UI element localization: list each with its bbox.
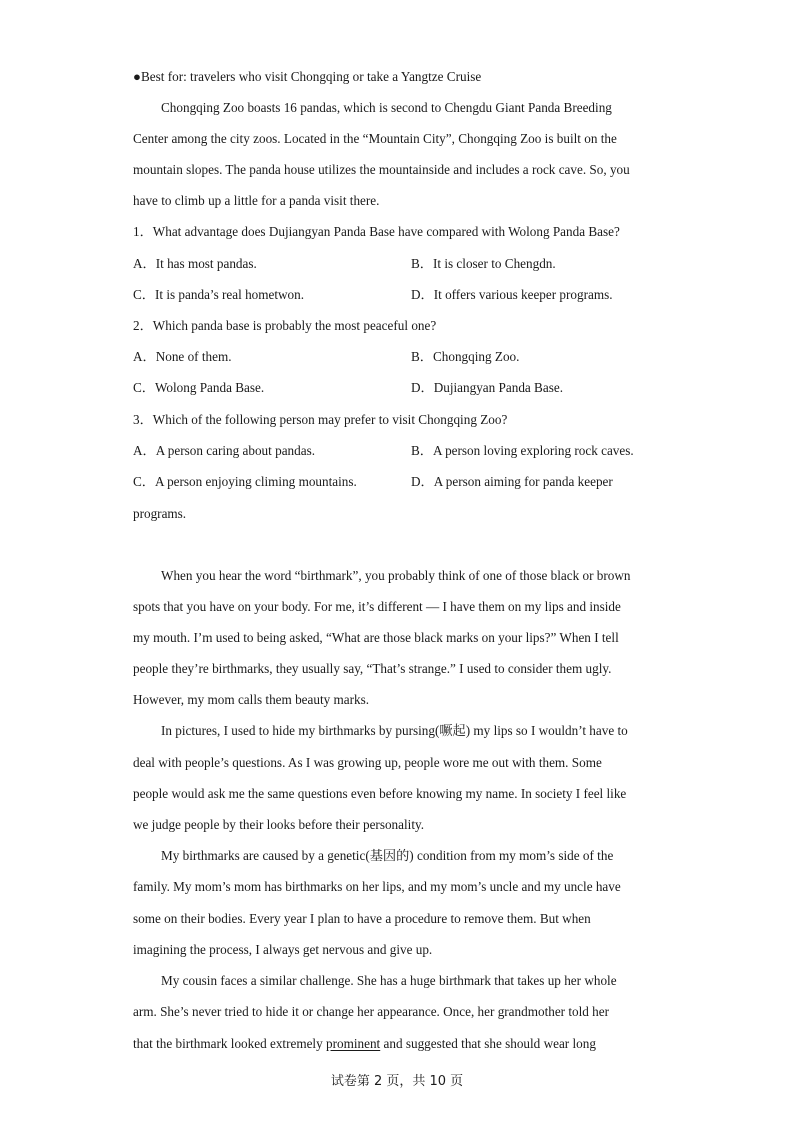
zoo-text-line: Center among the city zoos. Located in the “Mountain City”, Chongqing Zoo is built on the	[133, 131, 617, 146]
passage-line: people would ask me the same questions even before knowing my name. In society I feel like	[133, 786, 627, 801]
question-3-option-a: A．A person caring about pandas.	[133, 443, 316, 458]
question-1-stem: 1．What advantage does Dujiangyan Panda Base have compared with Wolong Panda Base?	[133, 224, 620, 239]
passage-line: my mouth. I’m used to being asked, “What are those black marks on your lips?” When I tell	[133, 630, 619, 645]
question-3-option-d: D．A person aiming for panda keeper	[411, 474, 613, 489]
question-1-option-c: C．It is panda’s real hometwon.	[133, 287, 305, 302]
passage-line: My birthmarks are caused by a genetic(基因的) condition from my mom’s side of the	[161, 848, 614, 863]
question-1-option-a: A．It has most pandas.	[133, 256, 257, 271]
passage-line: arm. She’s never tried to hide it or change her appearance. Once, her grandmother told her	[133, 1004, 610, 1019]
question-2-stem: 2．Which panda base is probably the most peaceful one?	[133, 318, 437, 333]
best-for-line: ●Best for: travelers who visit Chongqing or take a Yangtze Cruise	[133, 69, 482, 84]
question-1-option-b: B．It is closer to Chengdn.	[411, 256, 556, 271]
question-2-option-b: B．Chongqing Zoo.	[411, 349, 520, 364]
question-3-option-c: C．A person enjoying climing mountains.	[133, 474, 357, 489]
question-3-option-d-continued: programs.	[133, 506, 187, 521]
zoo-text-line: Chongqing Zoo boasts 16 pandas, which is second to Chengdu Giant Panda Breeding	[161, 100, 612, 115]
passage-line: imagining the process, I always get nervous and give up.	[133, 942, 433, 957]
question-3-stem: 3．Which of the following person may prefer to visit Chongqing Zoo?	[133, 412, 508, 427]
passage-line: family. My mom’s mom has birthmarks on her lips, and my mom’s uncle and my uncle have	[133, 879, 621, 894]
passage-line: spots that you have on your body. For me, it’s different — I have them on my lips and inside	[133, 599, 621, 614]
page-footer: 试卷第 2 页，共 10 页	[330, 1074, 464, 1089]
question-1-option-d: D．It offers various keeper programs.	[411, 287, 613, 302]
passage-line-with-underlined-word	[133, 1035, 663, 1052]
underlined-word-prominent: prominent	[326, 1036, 381, 1051]
passage-line: When you hear the word “birthmark”, you probably think of one of those black or brown	[161, 568, 631, 583]
question-2-option-d: D．Dujiangyan Panda Base.	[411, 380, 563, 395]
passage-line: However, my mom calls them beauty marks.	[133, 692, 370, 707]
passage-line: we judge people by their looks before their personality.	[133, 817, 425, 832]
question-3-option-b: B．A person loving exploring rock caves.	[411, 443, 634, 458]
passage-text-before: that the birthmark looked extremely	[133, 1036, 326, 1051]
zoo-text-line: have to climb up a little for a panda visit there.	[133, 193, 380, 208]
question-2-option-c: C．Wolong Panda Base.	[133, 380, 265, 395]
passage-text-after: and suggested that she should wear long	[380, 1036, 596, 1051]
passage-line: In pictures, I used to hide my birthmarks by pursing(噘起) my lips so I wouldn’t have to	[161, 723, 628, 738]
passage-line: some on their bodies. Every year I plan to have a procedure to remove them. But when	[133, 911, 591, 926]
zoo-text-line: mountain slopes. The panda house utilizes the mountainside and includes a rock cave. So, you	[133, 162, 630, 177]
passage-line: deal with people’s questions. As I was growing up, people wore me out with them. Some	[133, 755, 602, 770]
passage-line: My cousin faces a similar challenge. She has a huge birthmark that takes up her whole	[161, 973, 617, 988]
passage-line: people they’re birthmarks, they usually say, “That’s strange.” I used to consider them ugly.	[133, 661, 612, 676]
question-2-option-a: A．None of them.	[133, 349, 232, 364]
